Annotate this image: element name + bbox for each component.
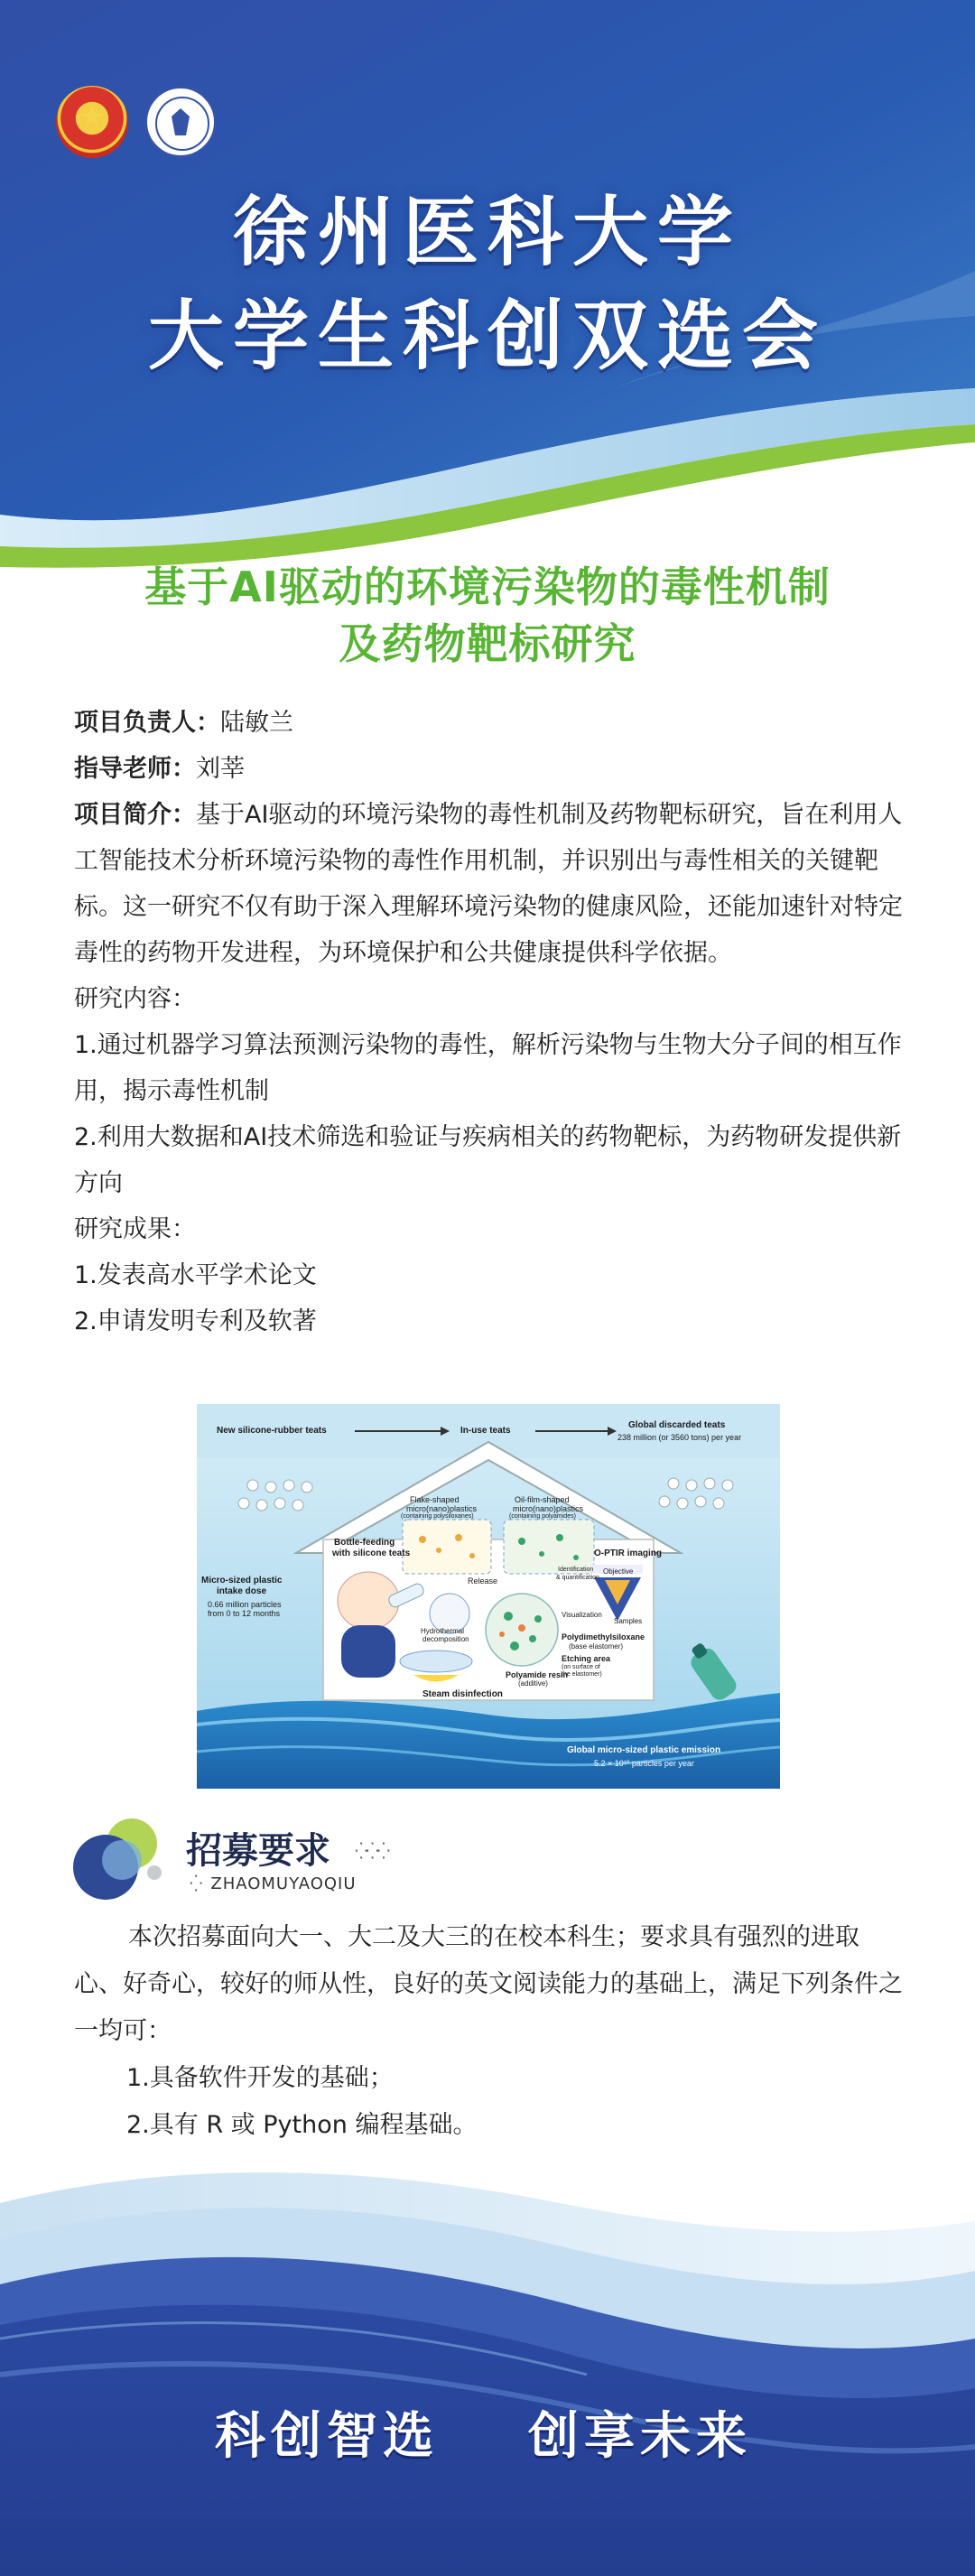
figure-label: Release (468, 1576, 498, 1586)
recruit-requirement-item: 2.具有 R 或 Python 编程基础。 (126, 2111, 478, 2139)
figure-label: Global discarded teats (628, 1420, 726, 1430)
figure-label: Polyamide resin (506, 1670, 569, 1679)
project-leader-row (74, 700, 905, 746)
youth-league-emblem-icon (56, 86, 128, 158)
research-results-item: 1.发表高水平学术论文 (74, 1261, 317, 1289)
research-content-label: 研究内容： (74, 985, 196, 1013)
university-emblem-icon (144, 86, 217, 158)
project-advisor-name: 刘莘 (196, 755, 245, 783)
figure-label: Flake-shaped (410, 1495, 460, 1504)
project-leader-name: 陆敏兰 (220, 709, 293, 737)
recruit-intro: 本次招募面向大一、大二及大三的在校本科生；要求具有强烈的进取心、好奇心，较好的师从性，良好的英文阅读能力的基础上，满足下列条件之一均可： (74, 1923, 903, 2045)
recruit-subtitle (190, 1874, 357, 1893)
footer-slogan-right: 创享未来 (528, 2407, 752, 2466)
page-title-line1: 徐州医科大学 (232, 188, 742, 276)
recruit-subtitle-text: ZHAOMUYAOQIU (210, 1874, 357, 1893)
figure-label: (on surface of (562, 1664, 600, 1670)
figure-label: micro(nano)plastics (513, 1504, 584, 1513)
footer-background (0, 2104, 975, 2576)
research-figure-illustration (197, 1404, 780, 1789)
figure-label: (containing polyamides) (509, 1513, 576, 1520)
recruit-section-title: 招募要求 (186, 1830, 330, 1872)
figure-label: & quantification (556, 1575, 599, 1581)
research-results-label: 研究成果： (74, 1215, 196, 1243)
figure-label: Objective (603, 1567, 634, 1576)
figure-label: Hydrothermal (421, 1627, 465, 1635)
figure-label: (base elastomer) (569, 1642, 624, 1651)
figure-label: 0.66 million particles (208, 1600, 282, 1609)
research-content-item: 1.通过机器学习算法预测污染物的毒性，解析污染物与生物大分子间的相互作用，揭示毒性机制 (74, 1031, 902, 1105)
project-advisor-row (74, 746, 905, 792)
project-advisor-label: 指导老师： (74, 755, 196, 783)
figure-label: Polydimethylsiloxane (562, 1632, 645, 1641)
figure-label: New silicone-rubber teats (217, 1426, 327, 1436)
figure-label: Etching area (562, 1654, 611, 1663)
recruit-requirement-item: 1.具备软件开发的基础； (126, 2064, 394, 2092)
figure-label: Oil-film-shaped (515, 1495, 570, 1504)
figure-label: Identification (558, 1567, 594, 1573)
figure-label: Micro-sized plastic (201, 1576, 283, 1586)
project-title-line2: 及药物靶标研究 (339, 619, 636, 668)
figure-label: 5.2 × 10¹⁰ particles per year (594, 1759, 694, 1768)
figure-label: from 0 to 12 months (208, 1609, 281, 1618)
figure-label: the elastomer) (562, 1671, 602, 1678)
figure-label: O-PTIR imaging (594, 1548, 662, 1558)
research-content-item: 2.利用大数据和AI技术筛选和验证与疾病相关的药物靶标，为药物研发提供新方向 (74, 1123, 902, 1197)
project-intro-row (74, 792, 905, 976)
figure-label: Steam disinfection (422, 1689, 503, 1699)
page-title-line2: 大学生科创双选会 (147, 292, 827, 380)
recruit-dots-icon: ⁛⁛⁛ (355, 1842, 389, 1861)
figure-label: 238 million (or 3560 tons) per year (618, 1433, 742, 1442)
project-leader-label: 项目负责人： (74, 709, 220, 737)
recruit-circles-icon (68, 1815, 176, 1905)
project-intro-text: 基于AI驱动的环境污染物的毒性机制及药物靶标研究，旨在利用人工智能技术分析环境污染物的毒性作用机制，并识别出与毒性相关的关键靶标。这一研究不仅有助于深入理解环境污染物的健康风险，还能加速针对特定毒性的药物开发进程，为环境保护和公共健康提供科学依据。 (74, 801, 903, 967)
footer-slogan-left: 科创智选 (215, 2407, 439, 2466)
figure-label: micro(nano)plastics (406, 1504, 478, 1513)
header-banner (0, 0, 975, 587)
figure-label: Global micro-sized plastic emission (567, 1745, 721, 1755)
project-details (74, 700, 905, 1344)
figure-label: decomposition (422, 1635, 469, 1643)
research-results-item: 2.申请发明专利及软著 (74, 1307, 317, 1335)
figure-label: Bottle-feeding (334, 1538, 395, 1548)
figure-label: Samples (614, 1617, 643, 1625)
figure-label: Visualization (562, 1611, 602, 1619)
subtitle-dots-icon: ⁛ (190, 1874, 204, 1893)
figure-label: intake dose (217, 1586, 267, 1596)
figure-label: with silicone teats (332, 1548, 411, 1558)
figure-label: In-use teats (460, 1426, 511, 1436)
research-figure (197, 1404, 780, 1789)
project-title-line1: 基于AI驱动的环境污染物的毒性机制 (144, 563, 831, 611)
project-intro-label: 项目简介： (74, 801, 196, 829)
footer-banner (0, 2104, 975, 2576)
logo-group (56, 86, 217, 158)
figure-label: (additive) (518, 1679, 548, 1688)
figure-label: (containing polysiloxanes) (401, 1513, 474, 1520)
